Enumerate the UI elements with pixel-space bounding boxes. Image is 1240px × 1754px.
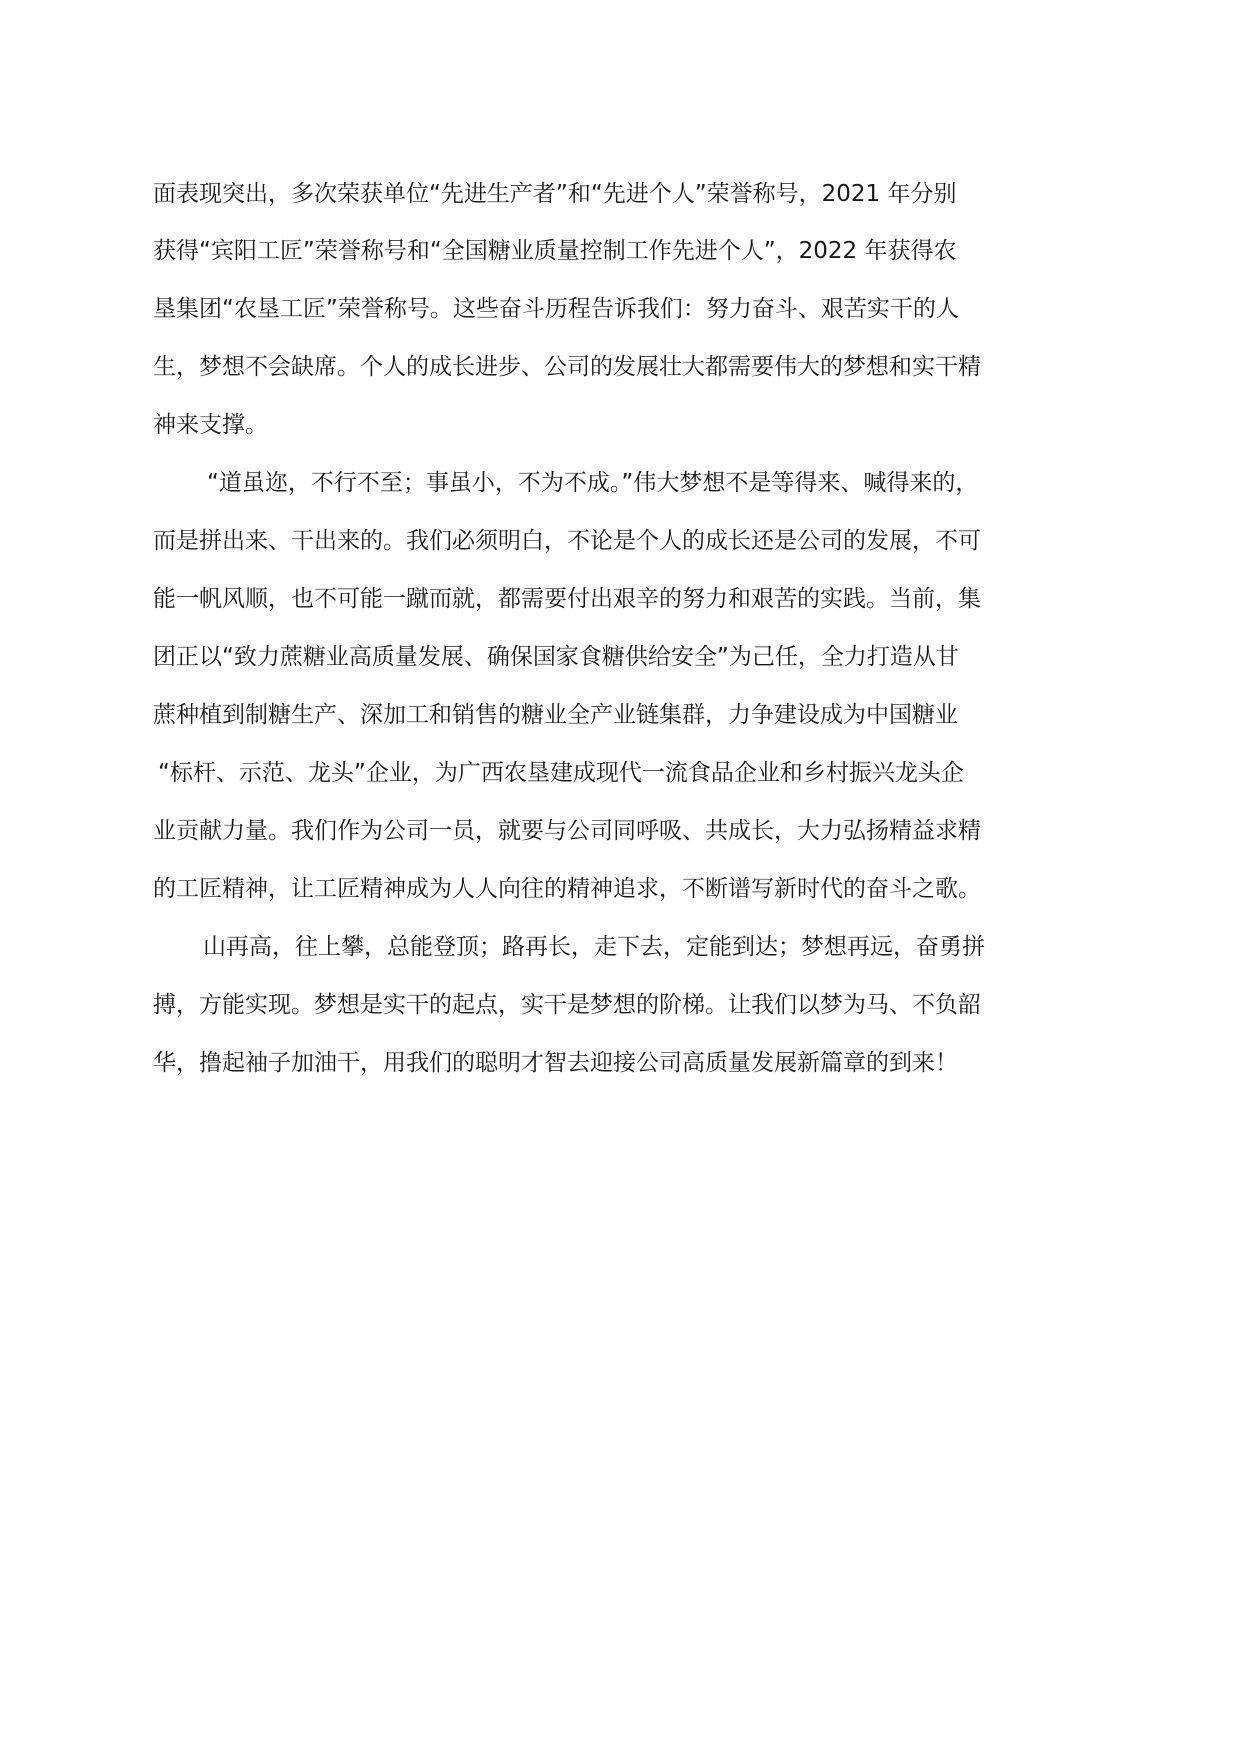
text-line: 神来支撑。 [153,412,268,438]
text-line: 生，梦想不会缺席。个人的成长进步、公司的发展壮大都需要伟大的梦想和实干精 [153,354,981,380]
text-line: 而是拼出来、干出来的。我们必须明白，不论是个人的成长还是公司的发展，不可 [153,528,981,554]
text-line: 垦集团“农垦工匠”荣誉称号。这些奋斗历程告诉我们：努力奋斗、艰苦实干的人 [153,296,959,322]
text-line: 业贡献力量。我们作为公司一员，就要与公司同呼吸、共成长，大力弘扬精益求精 [153,818,981,844]
text-line: 蔗种植到制糖生产、深加工和销售的糖业全产业链集群，力争建设成为中国糖业 [153,702,958,728]
text-line: 搏，方能实现。梦想是实干的起点，实干是梦想的阶梯。让我们以梦为马、不负韶 [153,992,981,1018]
text-line: 华，撸起袖子加油干，用我们的聪明才智去迎接公司高质量发展新篇章的到来！ [153,1050,958,1076]
text-line: 团正以“致力蔗糖业高质量发展、确保国家食糖供给安全”为己任，全力打造从甘 [153,644,959,670]
text-line: 山再高，往上攀，总能登顶；路再长，走下去，定能到达；梦想再远，奋勇拼 [203,934,985,960]
text-line: 能一帆风顺，也不可能一蹴而就，都需要付出艰辛的努力和艰苦的实践。当前，集 [153,586,981,612]
text-line: “道虽迩，不行不至；事虽小，不为不成。”伟大梦想不是等得来、喊得来的， [207,470,979,496]
text-line: “标杆、示范、龙头”企业，为广西农垦建成现代一流食品企业和乡村振兴龙头企 [158,760,964,786]
text-line: 面表现突出，多次荣获单位“先进生产者”和“先进个人”荣誉称号，2021 年分别 [153,181,957,207]
text-line: 获得“宾阳工匠”荣誉称号和“全国糖业质量控制工作先进个人”，2022 年获得农 [153,238,957,264]
text-line: 的工匠精神，让工匠精神成为人人向往的精神追求，不断谱写新时代的奋斗之歌。 [153,876,981,902]
